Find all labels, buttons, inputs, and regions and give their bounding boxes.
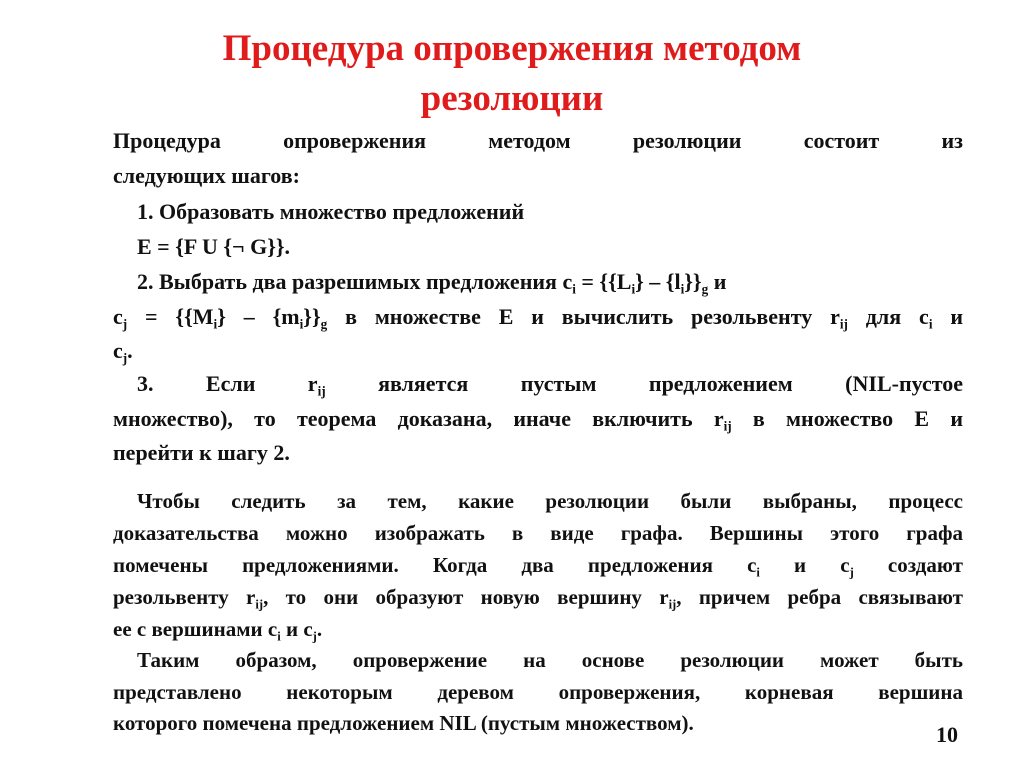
subscript: ij <box>255 597 264 612</box>
subscript: ij <box>723 418 732 434</box>
page-number: 10 <box>936 722 958 747</box>
step2-line-1-text: }} <box>684 269 702 294</box>
step3-line-1 <box>137 371 963 397</box>
step2-line-1-text: и <box>708 269 727 294</box>
subscript: i <box>572 281 576 297</box>
slide-title <box>0 24 1024 124</box>
step2-line-2-text: } – {m <box>217 304 300 329</box>
step3-line-2 <box>113 406 963 432</box>
step2-line-2-text: c <box>113 304 123 329</box>
para1-line-4-text: резольвенту r <box>113 585 256 609</box>
para2-line-1: Таким образом, опровержение на основе резолюции может быть <box>137 648 963 672</box>
para1-line-5-text: и c <box>280 617 313 641</box>
step2-line-2-text: и <box>932 304 964 329</box>
para1-line-4-text: , то они образуют новую вершину r <box>263 585 669 609</box>
step3-line-1-text: 3. Если r <box>137 371 318 396</box>
para1-line-5-text: ее с вершинами c <box>113 617 278 641</box>
step3-line-2-text: в множество E и <box>731 406 964 431</box>
para1-line-4 <box>113 585 963 610</box>
para1-line-3-text: помечены предложениями. Когда два предложения c <box>113 553 757 577</box>
step2-line-2 <box>113 304 963 330</box>
step2-line-2-text: }} <box>303 304 321 329</box>
step2-line-2-text: для c <box>847 304 929 329</box>
subscript: i <box>631 281 636 297</box>
step2-line-2-text: в множестве E и вычислить резольвенту r <box>327 304 840 329</box>
step2-line-1-text: } – {l <box>635 269 681 294</box>
subscript: j <box>122 350 128 366</box>
subscript: i <box>928 316 933 332</box>
subscript: ij <box>839 316 848 332</box>
para1-line-3 <box>113 553 963 578</box>
step1-line-2: E = {F U {¬ G}}. <box>137 234 291 259</box>
intro-line-2: следующих шагов: <box>113 163 300 188</box>
para1-line-2: доказательства можно изображать в виде графа. Вершины этого графа <box>113 521 963 545</box>
subscript: j <box>849 565 854 580</box>
para1-line-3-text: и c <box>759 553 850 577</box>
subscript: i <box>756 565 760 580</box>
step3-line-2-text: множество), то теорема доказана, иначе включить r <box>113 406 724 431</box>
subscript: j <box>312 629 317 644</box>
intro-line-1: Процедура опровержения методом резолюции состоит из <box>113 128 963 153</box>
step2-line-2-text: = {{M <box>127 304 214 329</box>
step2-line-1 <box>137 269 963 295</box>
step2-line-3-text: . <box>127 338 133 363</box>
para2-line-2: представлено некоторым деревом опровержения, корневая вершина <box>113 680 963 704</box>
subscript: ij <box>317 383 326 399</box>
subscript: i <box>213 316 218 332</box>
slide-title-line-1: Процедура опровержения методом <box>222 28 802 69</box>
subscript: i <box>299 316 304 332</box>
para1-line-5 <box>113 617 963 642</box>
step1-line-1: 1. Образовать множество предложений <box>137 199 525 224</box>
step2-line-1-text: = {{L <box>575 269 632 294</box>
step3-line-1-text: является пустым предложением (NIL-пустое <box>325 371 963 396</box>
para2-line-3: которого помечена предложением NIL (пустым множеством). <box>113 711 694 735</box>
para1-line-3-text: создают <box>853 553 963 577</box>
step2-line-3-text: c <box>113 338 123 363</box>
subscript: g <box>701 281 709 297</box>
para1-line-4-text: , причем ребра связывают <box>676 585 963 609</box>
subscript: i <box>277 629 281 644</box>
para1-line-5-text: . <box>316 617 323 641</box>
slide-title-line-2: резолюции <box>420 78 604 119</box>
step2-line-1-text: 2. Выбрать два разрешимых предложения c <box>137 269 573 294</box>
subscript: j <box>122 316 128 332</box>
step3-line-3: перейти к шагу 2. <box>113 440 290 465</box>
subscript: ij <box>668 597 677 612</box>
subscript: i <box>680 281 685 297</box>
subscript: g <box>320 316 328 332</box>
step2-line-3 <box>113 338 963 364</box>
para1-line-1: Чтобы следить за тем, какие резолюции были выбраны, процесс <box>137 489 963 513</box>
